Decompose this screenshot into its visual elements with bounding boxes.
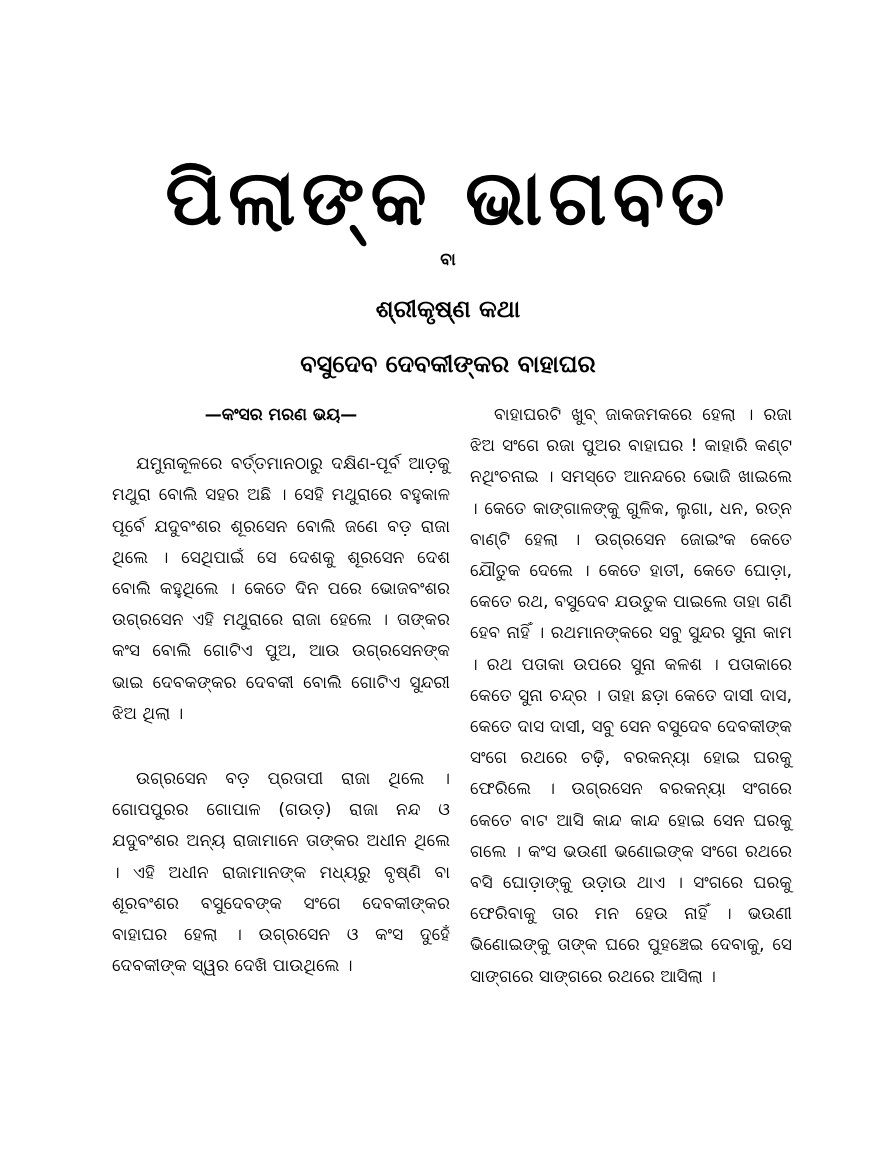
book-subtitle: ଶ୍ରୀକୃଷ୍ଣ କଥା bbox=[375, 295, 521, 323]
or-separator: ବା bbox=[440, 250, 456, 270]
paragraph: ଯମୁନାକୂଳରେ ବର୍ତ୍ତମାନଠାରୁ ଦକ୍ଷିଣ-ପୂର୍ବ ଆଡ଼କୁ ମଥୁରା ବୋଲି ସହର ଅଛି । ସେହି ମଥୁରାରେ ବହୁକାଳ ପୂର୍ବେ ଯଦୁବଂଶର ଶୂରସେନ ବୋଲି ଜଣେ ବଡ଼ ରାଜା ଥିଲେ । ସେଥିପାଇଁ ସେ ଦେଶକୁ ଶୂରସେନ ଦେଶ ବୋଲି କହୁଥିଲେ । କେତେ ଦିନ ପରେ ଭୋଜବଂଶର ଉଗ୍ରସେନ ଏହି ମଥୁରାରେ ରାଜା ହେଲେ । ତାଙ୍କର କଂସ ବୋଲି ଗୋଟିଏ ପୁଅ, ଆଉ ଉଗ୍ରସେନଙ୍କ ଭାଇ ଦେବକଙ୍କର ଦେବକୀ ବୋଲି ଗୋଟିଏ ସୁନ୍ଦରୀ ଝିଅ ଥିଲା । bbox=[112, 454, 450, 724]
book-title: ପିଲାଙ୍କ ଭାଗବତ bbox=[165, 153, 731, 242]
right-column bbox=[470, 400, 792, 993]
left-column bbox=[112, 400, 450, 982]
paragraph: ବାହାଘରଟି ଖୁବ୍ ଜାକଜମକରେ ହେଲା । ରଜା ଝିଅ ସଂଗେ ରଜା ପୁଅର ବାହାଘର ! କାହାରି କଣ୍ଟ ନଥିଂଚନାଇ । ସମସ୍ତେ ଆନନ୍ଦରେ ଭୋଜି ଖାଇଲେ । କେତେ କାଙ୍ଗାଳଙ୍କୁ ଗୁଳିକ, ଲୁଗା, ଧନ, ରତ୍ନ ବାଣ୍ଟି ହେଲା । ଉଗ୍ରସେନ ଜୋଇଂକ କେତେ ଯୌତୁକ ଦେଲେ । କେତେ ହାତୀ, କେତେ ଘୋଡ଼ା, କେତେ ରଥ, ବସୁଦେବ ଯଉତୁକ ପାଇଲେ ତାହା ଗଣି ହେବ ନାହିଁ । ରଥମାନଙ୍କରେ ସବୁ ସୁନ୍ଦର ସୁନା କାମ । ରଥ ପତାକା ଉପରେ ସୁନା କଳଶ । ପତାକାରେ କେତେ ସୁନା ଚନ୍ଦ୍ର । ତାହା ଛଡ଼ା କେତେ ଦାସୀ ଦାସ, କେତେ ଦାସ ଦାସୀ, ସବୁ ସେନ ବସୁଦେବ ଦେବକୀଙ୍କ ସଂଗେ ରଥରେ ଚଢ଼ି, ବରକନ୍ୟା ହୋଇ ଘରକୁ ଫେରିଲେ । ଉଗ୍ରସେନ ବରକନ୍ୟା ସଂଗରେ କେତେ ବାଟ ଆସି କାନ୍ଦ କାନ୍ଦ ହୋଇ ସେନ ଘରକୁ ଗଲେ । କଂସ ଭଉଣୀ ଭଣୋଇଙ୍କ ସଂଗେ ରଥରେ ବସି ଘୋଡ଼ାଙ୍କୁ ଉଡ଼ାଉ ଥାଏ । ସଂଗରେ ଘରକୁ ଫେରିବାକୁ ତାର ମନ ହେଉ ନାହିଁ । ଭଉଣୀ ଭିଣୋଇଙ୍କୁ ତାଙ୍କ ଘରେ ପୁହଞ୍ଚେଇ ଦେବାକୁ, ସେ ସାଙ୍ଗରେ ସାଙ୍ଗରେ ରଥରେ ଆସିଲା । bbox=[470, 405, 792, 987]
chapter-title: ବସୁଦେବ ଦେବକୀଙ୍କର ବାହାଘର bbox=[300, 350, 596, 378]
paragraph: ଉଗ୍ରସେନ ବଡ଼ ପ୍ରତାପୀ ରାଜା ଥିଲେ । ଗୋପପୁରର ଗୋପାଳ (ଗଉଡ଼) ରାଜା ନନ୍ଦ ଓ ଯଦୁବଂଶର ଅନ୍ୟ ରାଜାମାନେ ତାଙ୍କର ଅଧୀନ ଥିଲେ । ଏହି ଅଧୀନ ରାଜାମାନଙ୍କ ମଧ୍ୟରୁ ବୃଷ୍ଣି ବା ଶୂରବଂଶର ବସୁଦେବଙ୍କ ସଂଗେ ଦେବକୀଙ୍କର ବାହାଘର ହେଲା । ଉଗ୍ରସେନ ଓ କଂସ ଦୁହେଁ ଦେବକୀଙ୍କ ସ୍ୱର ଦେଖି ପାଉଥିଲେ । bbox=[112, 769, 450, 977]
section-heading: —କଂସର ମରଣ ଭୟ— bbox=[204, 405, 358, 425]
